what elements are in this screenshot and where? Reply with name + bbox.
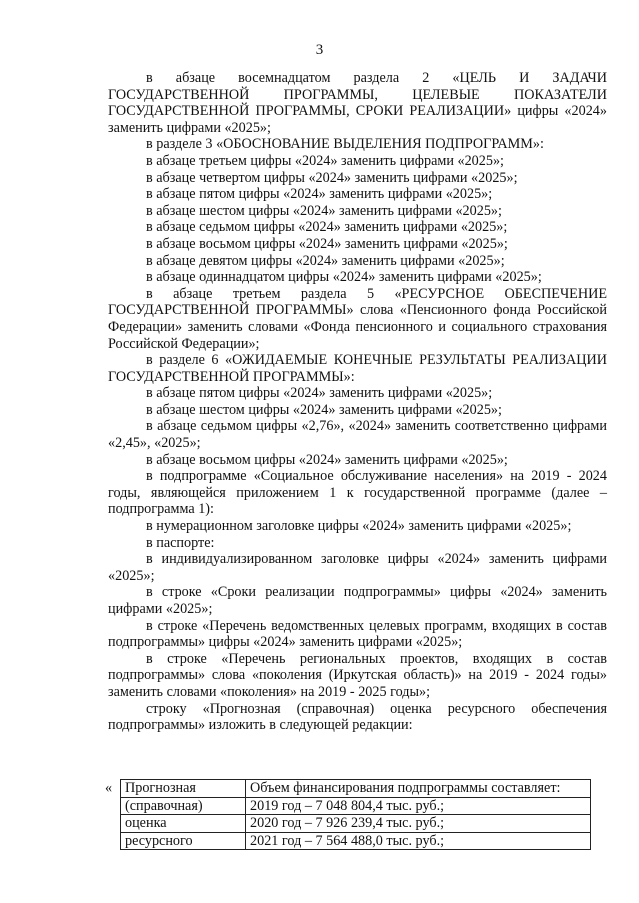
paragraph: в абзаце четвертом цифры «2024» заменить цифрами «2025»; xyxy=(146,169,518,186)
table-row xyxy=(121,815,591,833)
table-cell-label: ресурсного xyxy=(121,832,246,850)
paragraph: в абзаце седьмом цифры «2024» заменить цифрами «2025»; xyxy=(146,219,508,236)
table-row xyxy=(121,780,591,798)
table-cell-value: 2021 год – 7 564 488,0 тыс. руб.; xyxy=(246,832,591,850)
paragraph: в абзаце шестом цифры «2024» заменить цифрами «2025»; xyxy=(146,202,502,219)
paragraph: в паспорте: xyxy=(146,534,215,551)
document-body xyxy=(108,70,607,734)
table-row xyxy=(121,797,591,815)
paragraph: в абзаце третьем цифры «2024» заменить цифрами «2025»; xyxy=(146,152,504,169)
table-row xyxy=(121,832,591,850)
paragraph: в абзаце седьмом цифры «2,76», «2024» заменить соответственно цифрами «2,45», «2025»; xyxy=(108,418,607,452)
paragraph: в строке «Перечень региональных проектов, входящих в состав подпрограммы» слова «поколения (Иркутская область)» на 2019 - 2024 годы» заменить словами «поколения» на 2019 - 2025 годы»; xyxy=(108,650,607,700)
paragraph: в абзаце девятом цифры «2024» заменить цифрами «2025»; xyxy=(146,252,505,269)
table-cell-value: 2019 год – 7 048 804,4 тыс. руб.; xyxy=(246,797,591,815)
table-cell-label: Прогнозная xyxy=(121,780,246,798)
paragraph: в строке «Сроки реализации подпрограммы» цифры «2024» заменить цифрами «2025»; xyxy=(108,584,607,617)
paragraph: в абзаце восемнадцатом раздела 2 «ЦЕЛЬ И ЗАДАЧИ ГОСУДАРСТВЕННОЙ ПРОГРАММЫ, ЦЕЛЕВЫЕ ПОКАЗАТЕЛИ ГОСУДАРСТВЕННОЙ ПРОГРАММЫ, СРОКИ РЕАЛИЗАЦИИ» цифры «2024» заменить цифрами «2025»; xyxy=(108,70,607,136)
table-cell-label: (справочная) xyxy=(121,797,246,815)
paragraph: в разделе 6 «ОЖИДАЕМЫЕ КОНЕЧНЫЕ РЕЗУЛЬТАТЫ РЕАЛИЗАЦИИ ГОСУДАРСТВЕННОЙ ПРОГРАММЫ»: xyxy=(108,352,607,385)
paragraph: в абзаце восьмом цифры «2024» заменить цифрами «2025»; xyxy=(146,235,508,252)
paragraph: в подпрограмме «Социальное обслуживание населения» на 2019 - 2024 годы, являющейся приложением 1 к государственной программе (далее – подпрограмма 1): xyxy=(108,468,607,518)
paragraph: в нумерационном заголовке цифры «2024» заменить цифрами «2025»; xyxy=(146,518,572,535)
paragraph: в абзаце восьмом цифры «2024» заменить цифрами «2025»; xyxy=(146,451,508,468)
table-cell-value: 2020 год – 7 926 239,4 тыс. руб.; xyxy=(246,815,591,833)
paragraph: в разделе 3 «ОБОСНОВАНИЕ ВЫДЕЛЕНИЯ ПОДПРОГРАММ»: xyxy=(146,136,544,153)
paragraph: в строке «Перечень ведомственных целевых программ, входящих в состав подпрограммы» цифры «2024» заменить цифрами «2025»; xyxy=(108,617,607,651)
open-quote: « xyxy=(105,780,113,796)
table-cell-value: Объем финансирования подпрограммы составляет: xyxy=(246,780,591,798)
paragraph: в индивидуализированном заголовке цифры «2024» заменить цифрами «2025»; xyxy=(108,551,607,584)
paragraph: в абзаце третьем раздела 5 «РЕСУРСНОЕ ОБЕСПЕЧЕНИЕ ГОСУДАРСТВЕННОЙ ПРОГРАММЫ» слова «Пенсионного фонда Российской Федерации» заменить словами «Фонда пенсионного и социального страхования Российской Федерации»; xyxy=(108,285,607,352)
paragraph: в абзаце одиннадцатом цифры «2024» заменить цифрами «2025»; xyxy=(146,269,542,286)
resource-table xyxy=(120,779,591,850)
page-number: 3 xyxy=(315,42,324,58)
paragraph: строку «Прогнозная (справочная) оценка ресурсного обеспечения подпрограммы» изложить в следующей редакции: xyxy=(108,700,607,734)
paragraph: в абзаце шестом цифры «2024» заменить цифрами «2025»; xyxy=(146,401,502,418)
paragraph: в абзаце пятом цифры «2024» заменить цифрами «2025»; xyxy=(146,385,493,402)
paragraph: в абзаце пятом цифры «2024» заменить цифрами «2025»; xyxy=(146,186,493,203)
table-cell-label: оценка xyxy=(121,815,246,833)
